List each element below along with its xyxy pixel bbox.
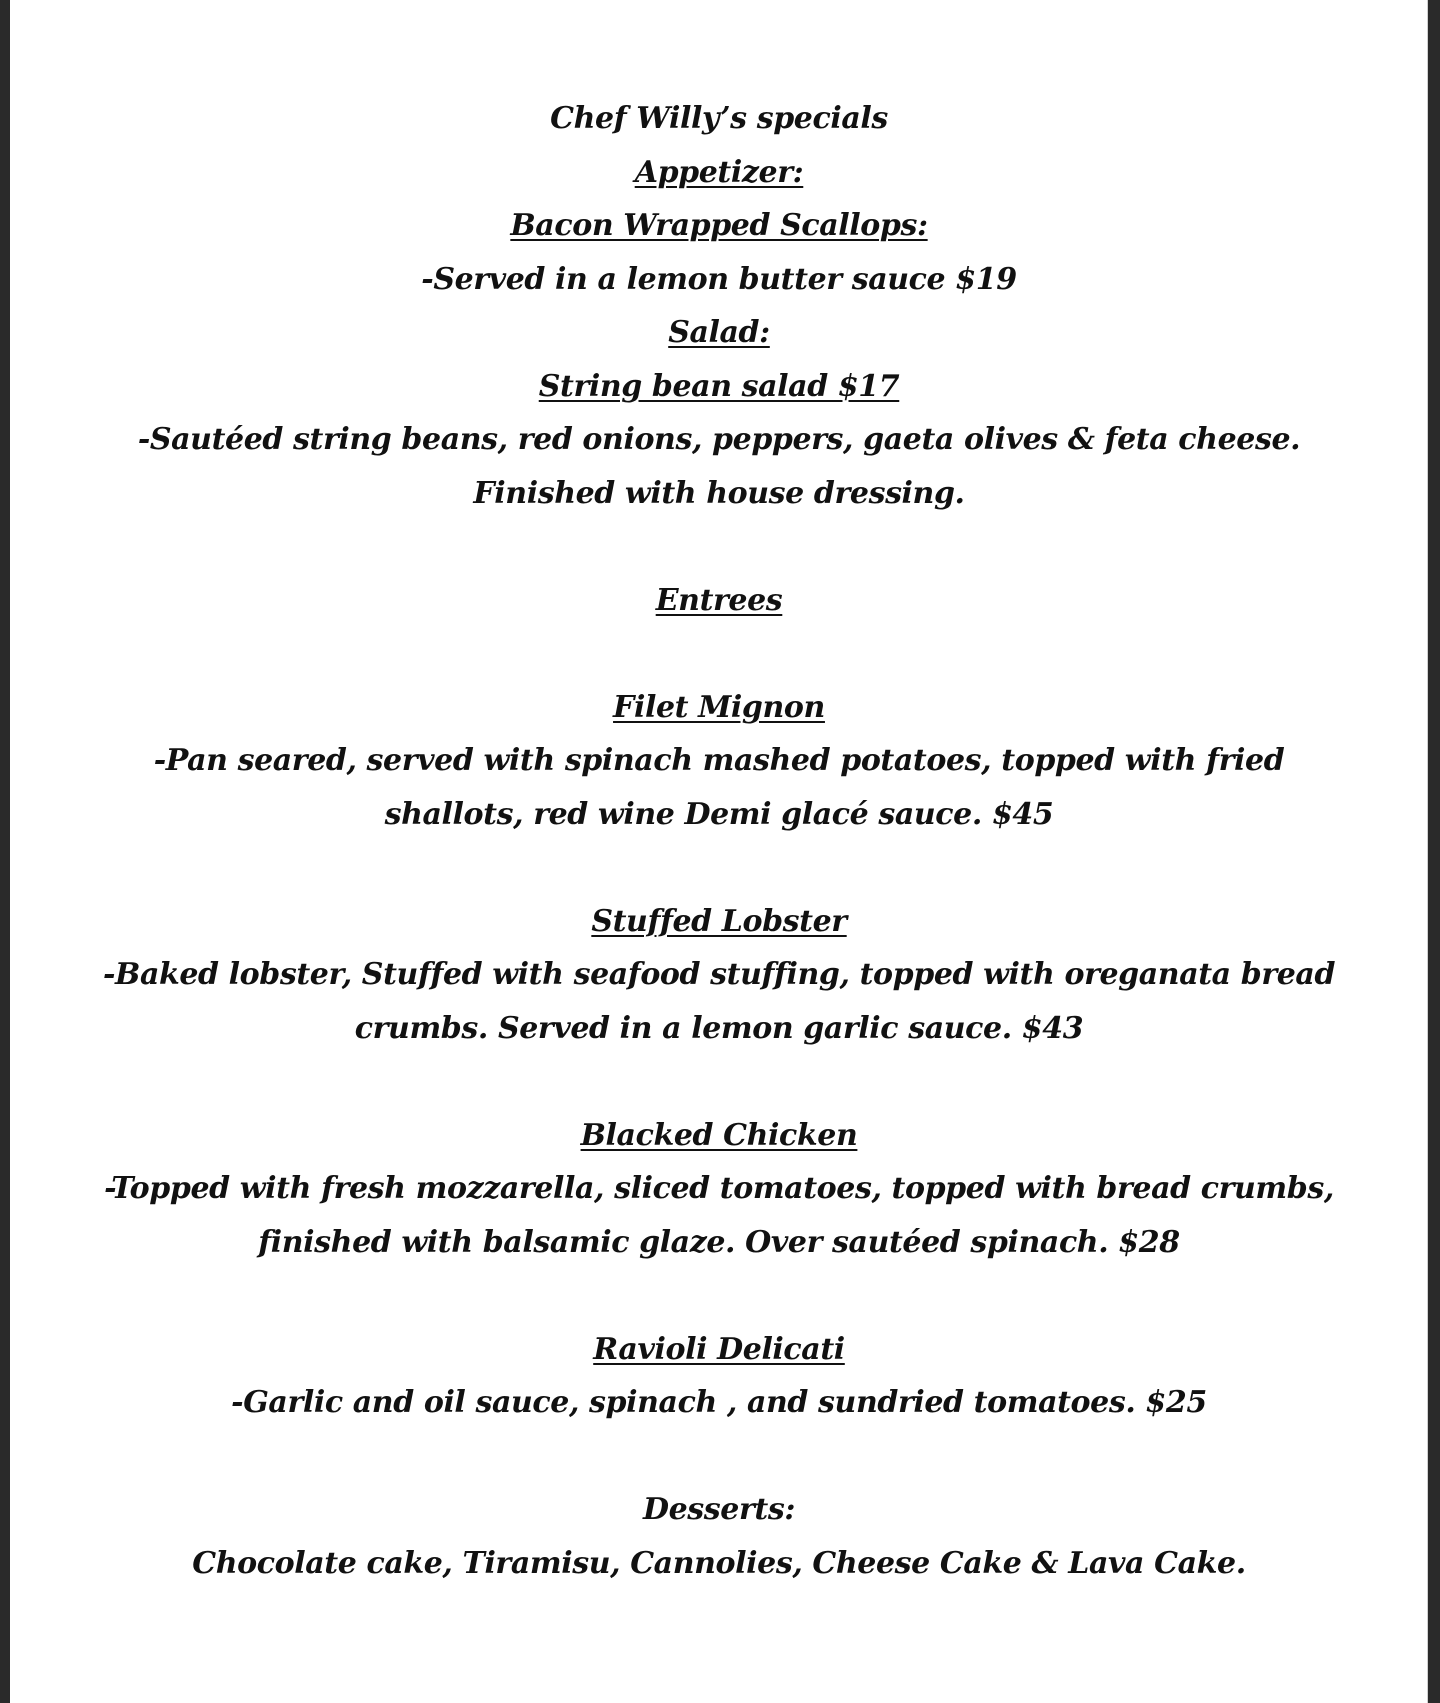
entree-description-line-1: -Pan seared, served with spinach mashed potatoes, topped with fried [153,743,1285,778]
desserts-list: Chocolate cake, Tiramisu, Cannolies, Cheese Cake & Lava Cake. [192,1545,1246,1581]
entree-description-line-1: -Baked lobster, Stuffed with seafood stuffing, topped with oreganata bread [102,957,1336,992]
entree-description-line-1: -Topped with fresh mozzarella, sliced tomatoes, topped with bread crumbs, [104,1171,1334,1206]
appetizer-description: -Served in a lemon butter sauce $19 [421,261,1017,297]
spacer [10,1430,1428,1484]
menu-title: Chef Willy’s specials [550,101,888,136]
entree-description-line-2: crumbs. Served in a lemon garlic sauce. $43 [354,1010,1084,1046]
appetizer-heading: Appetizer: [634,154,804,190]
entree-description-line-2: shallots, red wine Demi glacé sauce. $45 [384,796,1054,832]
salad-description-line-1: -Sautéed string beans, red onions, peppers, gaeta olives & feta cheese. [137,422,1301,457]
menu-content [10,92,1428,1590]
spacer [10,520,1428,574]
entree-name: Blacked Chicken [580,1117,858,1153]
entree-name: Filet Mignon [613,689,825,725]
menu-page [10,0,1428,1703]
appetizer-name: Bacon Wrapped Scallops: [510,208,928,243]
desserts-heading: Desserts: [643,1492,795,1527]
spacer [10,1055,1428,1109]
salad-name: String bean salad $17 [538,368,900,404]
spacer [10,1269,1428,1323]
entrees-heading: Entrees [655,582,783,618]
spacer [10,627,1428,681]
entree-name: Stuffed Lobster [591,903,847,939]
salad-heading: Salad: [668,315,770,350]
spacer [10,841,1428,895]
salad-description-line-2: Finished with house dressing. [473,475,965,511]
entree-description-line-1: -Garlic and oil sauce, spinach , and sundried tomatoes. $25 [231,1385,1207,1420]
entree-name: Ravioli Delicati [593,1331,845,1367]
entree-description-line-2: finished with balsamic glaze. Over sautéed spinach. $28 [258,1224,1180,1260]
